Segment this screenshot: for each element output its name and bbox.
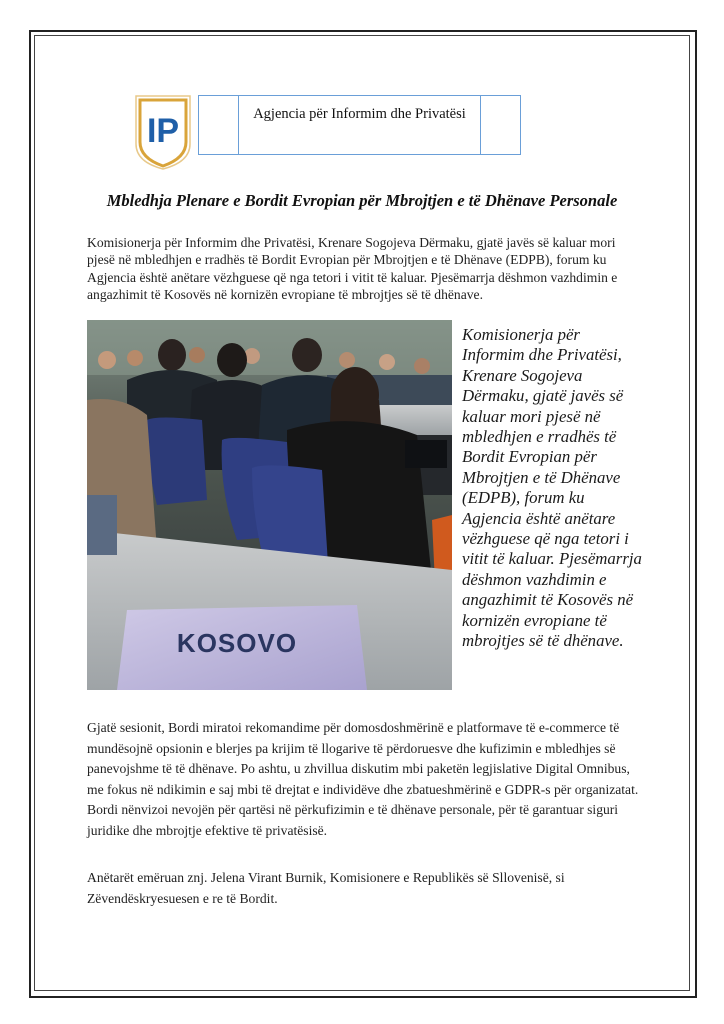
intro-paragraph: Komisionerja për Informim dhe Privatësi, Krenare Sogojeva Dërmaku, gjatë javës së kaluar mori pjesë në mbledhjen e rradhës të Bordit Evropian për Mbrojtjen e të Dhënave (EDPB), forum ku Agjencia është anëtare vëzhguese që nga tetori i vitit të kaluar. Pjesëmarrja dëshmon vazhdimin e angazhimit të Kosovës në kornizën evropiane të mbrojtjes së të dhënave. (87, 235, 618, 302)
side-quote: Komisionerja për Informim dhe Privatësi, Krenare Sogojeva Dërmaku, gjatë javës së kaluar mori pjesë në mbledhjen e rradhës të Bordit Evropian për Mbrojtjen e të Dhënave (EDPB), forum ku Agjencia është anëtare vëzhguese që nga tetori i vitit të kaluar. Pjesëmarrja dëshmon vazhdimin e angazhimit të Kosovës në kornizën evropiane të mbrojtjes së të dhënave. (462, 325, 642, 651)
header-divider-left (238, 96, 239, 154)
logo-letters: IP (146, 112, 180, 150)
header-divider-right (480, 96, 481, 154)
agency-name: Agjencia për Informim dhe Privatësi (253, 106, 466, 122)
nameplate-text: KOSOVO (176, 628, 298, 658)
body-paragraph-2: Gjatë sesionit, Bordi miratoi rekomandime për domosdoshmërinë e platformave të e-commerce të mundësojnë opsionin e blerjes pa krijim të llogarive të përdoruesve dhe kufizimin e mbledhjes së panevojshme të të dhënave. Po ashtu, u zhvillua diskutim mbi paketën legjislative Digital Omnibus, me fokus në ndikimin e saj mbi të drejtat e individëve dhe zbatueshmërinë e GDPR-s për organizatat. Bordi nënvizoi nevojën për qartësi në përkufizimin e të dhënave personale, për të garantuar siguri juridike dhe mbrojtje efektive të privatësisë. (87, 720, 639, 838)
agency-header-box (198, 95, 521, 155)
meeting-photo (87, 320, 452, 690)
body-paragraph-3: Anëtarët emëruan znj. Jelena Virant Burnik, Komisionere e Republikës së Sllovenisë, si Zëvendëskryesuesen e re të Bordit. (87, 870, 565, 906)
article-title: Mbledhja Plenare e Bordit Evropian për Mbrojtjen e të Dhënave Personale (106, 191, 618, 210)
agency-logo (134, 94, 192, 170)
